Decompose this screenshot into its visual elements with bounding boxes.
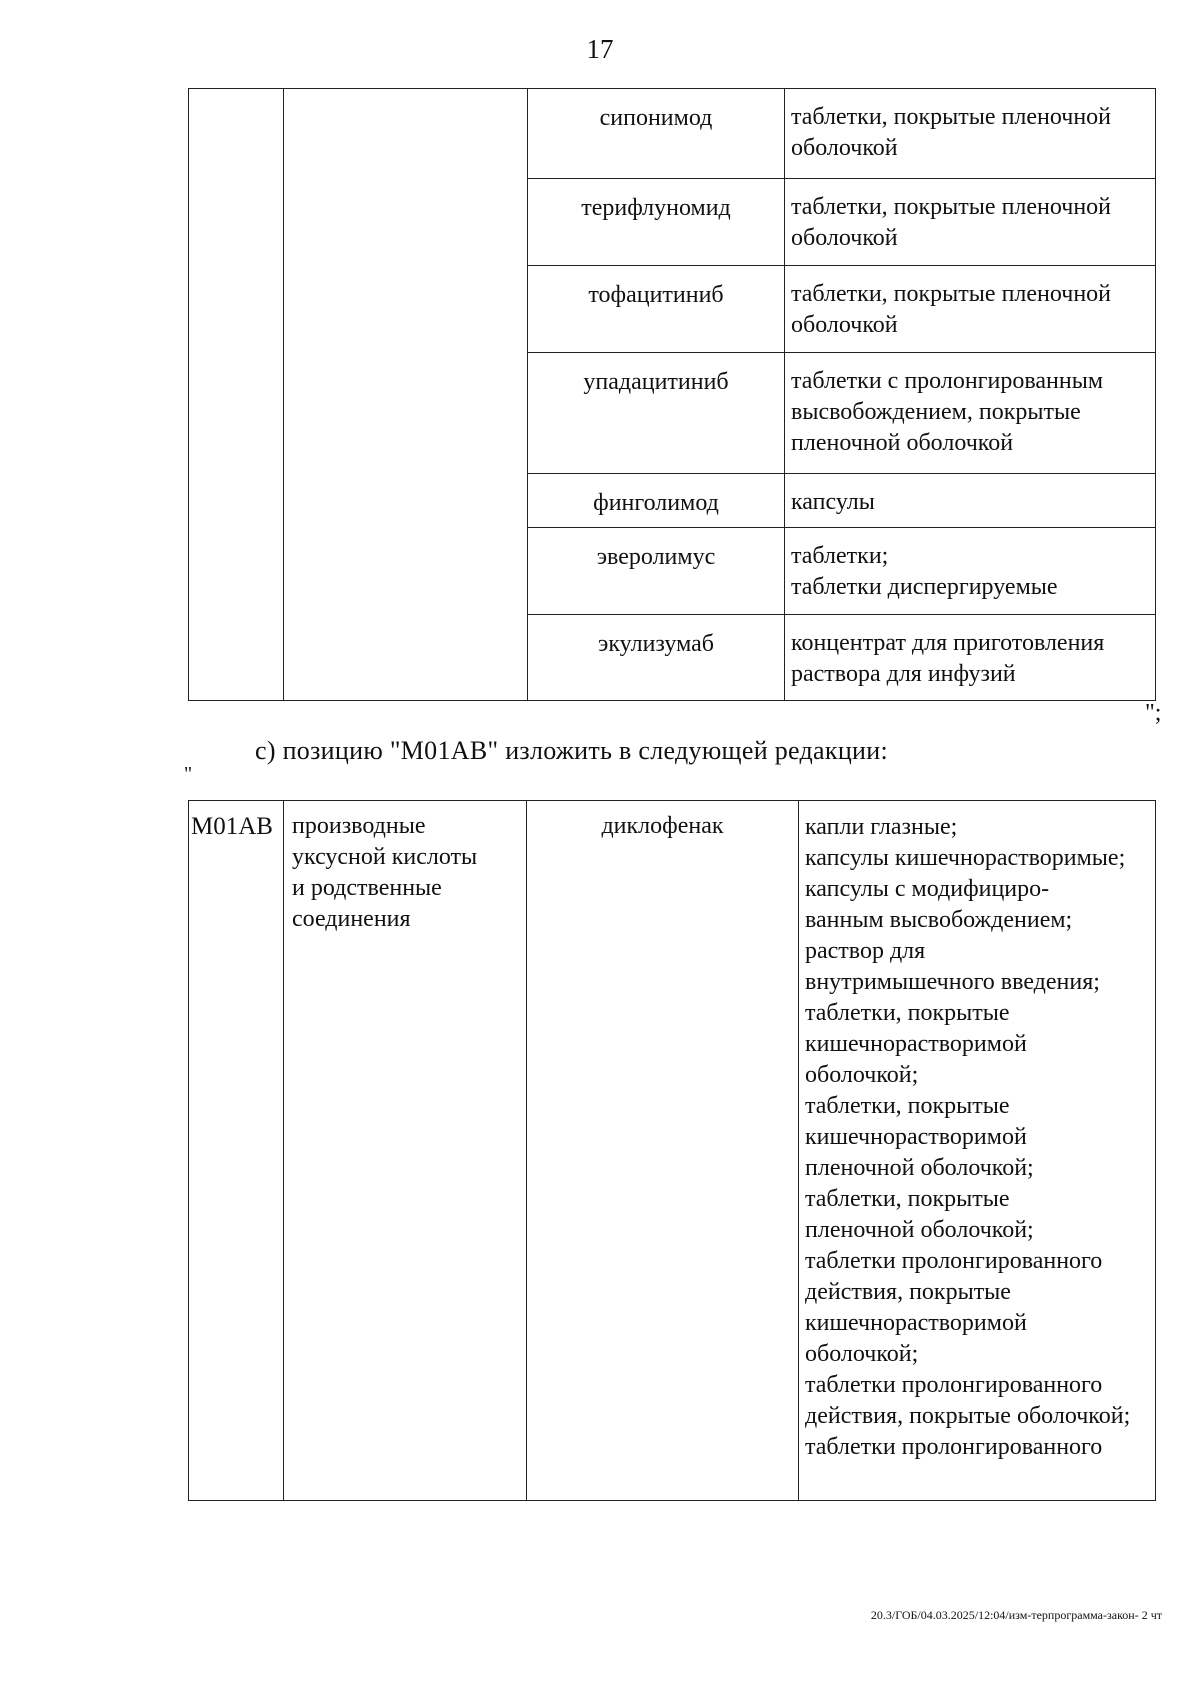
drug-name-cell: терифлуномид — [528, 179, 785, 266]
table-row — [189, 89, 1156, 179]
dosage-form-line: таблетки пролонгированного — [805, 1372, 1103, 1398]
dosage-form-line: концентрат для приготовления — [791, 630, 1105, 656]
dosage-form-line: кишечнорастворимой — [805, 1031, 1027, 1057]
dosage-form-line: кишечнорастворимой — [805, 1310, 1027, 1336]
document-footer-id: 20.3/ГОБ/04.03.2025/12:04/изм-терпрограмма-закон- 2 чт — [870, 1608, 1162, 1622]
dosage-form-cell — [785, 615, 1156, 701]
dosage-form-line: таблетки, покрытые — [805, 1000, 1010, 1026]
dosage-form-cell — [785, 353, 1156, 474]
dosage-form-line: оболочкой — [791, 312, 898, 338]
page-number: 17 — [586, 34, 614, 64]
dosage-form-line: таблетки; — [791, 543, 889, 569]
dosage-form-cell — [785, 179, 1156, 266]
dosage-form-cell — [785, 89, 1156, 179]
dosage-form-line: пленочной оболочкой; — [805, 1155, 1034, 1181]
dosage-form-line: высвобождением, покрытые — [791, 399, 1081, 425]
group-cell-empty — [284, 89, 528, 701]
group-name-cell — [284, 801, 527, 1501]
dosage-form-line: оболочкой — [791, 135, 898, 161]
drug-name-cell: эверолимус — [528, 528, 785, 615]
dosage-form-line: кишечнорастворимой — [805, 1124, 1027, 1150]
drug-name-cell: финголимод — [528, 474, 785, 528]
group-name-line: и родственные — [292, 875, 442, 901]
dosage-form-line: раствор для — [805, 938, 926, 964]
dosage-form-line: оболочкой; — [805, 1062, 919, 1088]
opening-quote: " — [184, 763, 193, 785]
dosage-form-line: таблетки, покрытые пленочной — [791, 194, 1112, 220]
medication-table-m01ab — [188, 800, 1156, 1501]
closing-quote: "; — [1145, 700, 1162, 726]
dosage-form-line: раствора для инфузий — [791, 661, 1016, 687]
dosage-form-line: таблетки, покрытые пленочной — [791, 281, 1112, 307]
dosage-form-line: таблетки пролонгированного — [805, 1434, 1103, 1460]
dosage-form-cell — [785, 474, 1156, 528]
dosage-form-line: внутримышечного введения; — [805, 969, 1100, 995]
dosage-form-line: пленочной оболочкой — [791, 430, 1014, 456]
dosage-form-line: таблетки диспергируемые — [791, 574, 1058, 600]
dosage-form-line: ванным высвобождением; — [805, 907, 1073, 933]
dosage-form-line: капли глазные; — [805, 814, 958, 840]
group-name-line: уксусной кислоты — [292, 844, 478, 870]
dosage-form-line: оболочкой; — [805, 1341, 919, 1367]
dosage-form-cell — [785, 266, 1156, 353]
dosage-form-line: действия, покрытые оболочкой; — [805, 1403, 1131, 1429]
dosage-form-line: действия, покрытые — [805, 1279, 1011, 1305]
dosage-form-line: таблетки пролонгированного — [805, 1248, 1103, 1274]
dosage-form-line: таблетки, покрытые — [805, 1093, 1010, 1119]
dosage-form-line: таблетки, покрытые — [805, 1186, 1010, 1212]
dosage-form-cell — [785, 528, 1156, 615]
drug-name-cell: экулизумаб — [528, 615, 785, 701]
dosage-form-line: пленочной оболочкой; — [805, 1217, 1034, 1243]
group-name-line: производные — [292, 813, 426, 839]
dosage-form-line: таблетки, покрытые пленочной — [791, 104, 1112, 130]
table-row — [189, 801, 1156, 1501]
drug-name-cell: тофацитиниб — [528, 266, 785, 353]
dosage-form-line: таблетки с пролонгированным — [791, 368, 1104, 394]
drug-name-cell: диклофенак — [527, 801, 799, 1501]
group-name-line: соединения — [292, 906, 411, 932]
code-cell-empty — [189, 89, 284, 701]
drug-name-cell: упадацитиниб — [528, 353, 785, 474]
drug-name-cell: сипонимод — [528, 89, 785, 179]
atc-code-cell: M01AB — [189, 801, 284, 1501]
dosage-form-line: капсулы кишечнорастворимые; — [805, 845, 1126, 871]
medication-table-continued — [188, 88, 1156, 701]
dosage-form-line: капсулы с модифициро- — [805, 876, 1050, 902]
dosage-form-line: капсулы — [791, 489, 875, 515]
dosage-form-cell — [799, 801, 1156, 1501]
dosage-form-line: оболочкой — [791, 225, 898, 251]
amendment-intro-text: с) позицию "M01AB" изложить в следующей редакции: — [255, 736, 888, 765]
